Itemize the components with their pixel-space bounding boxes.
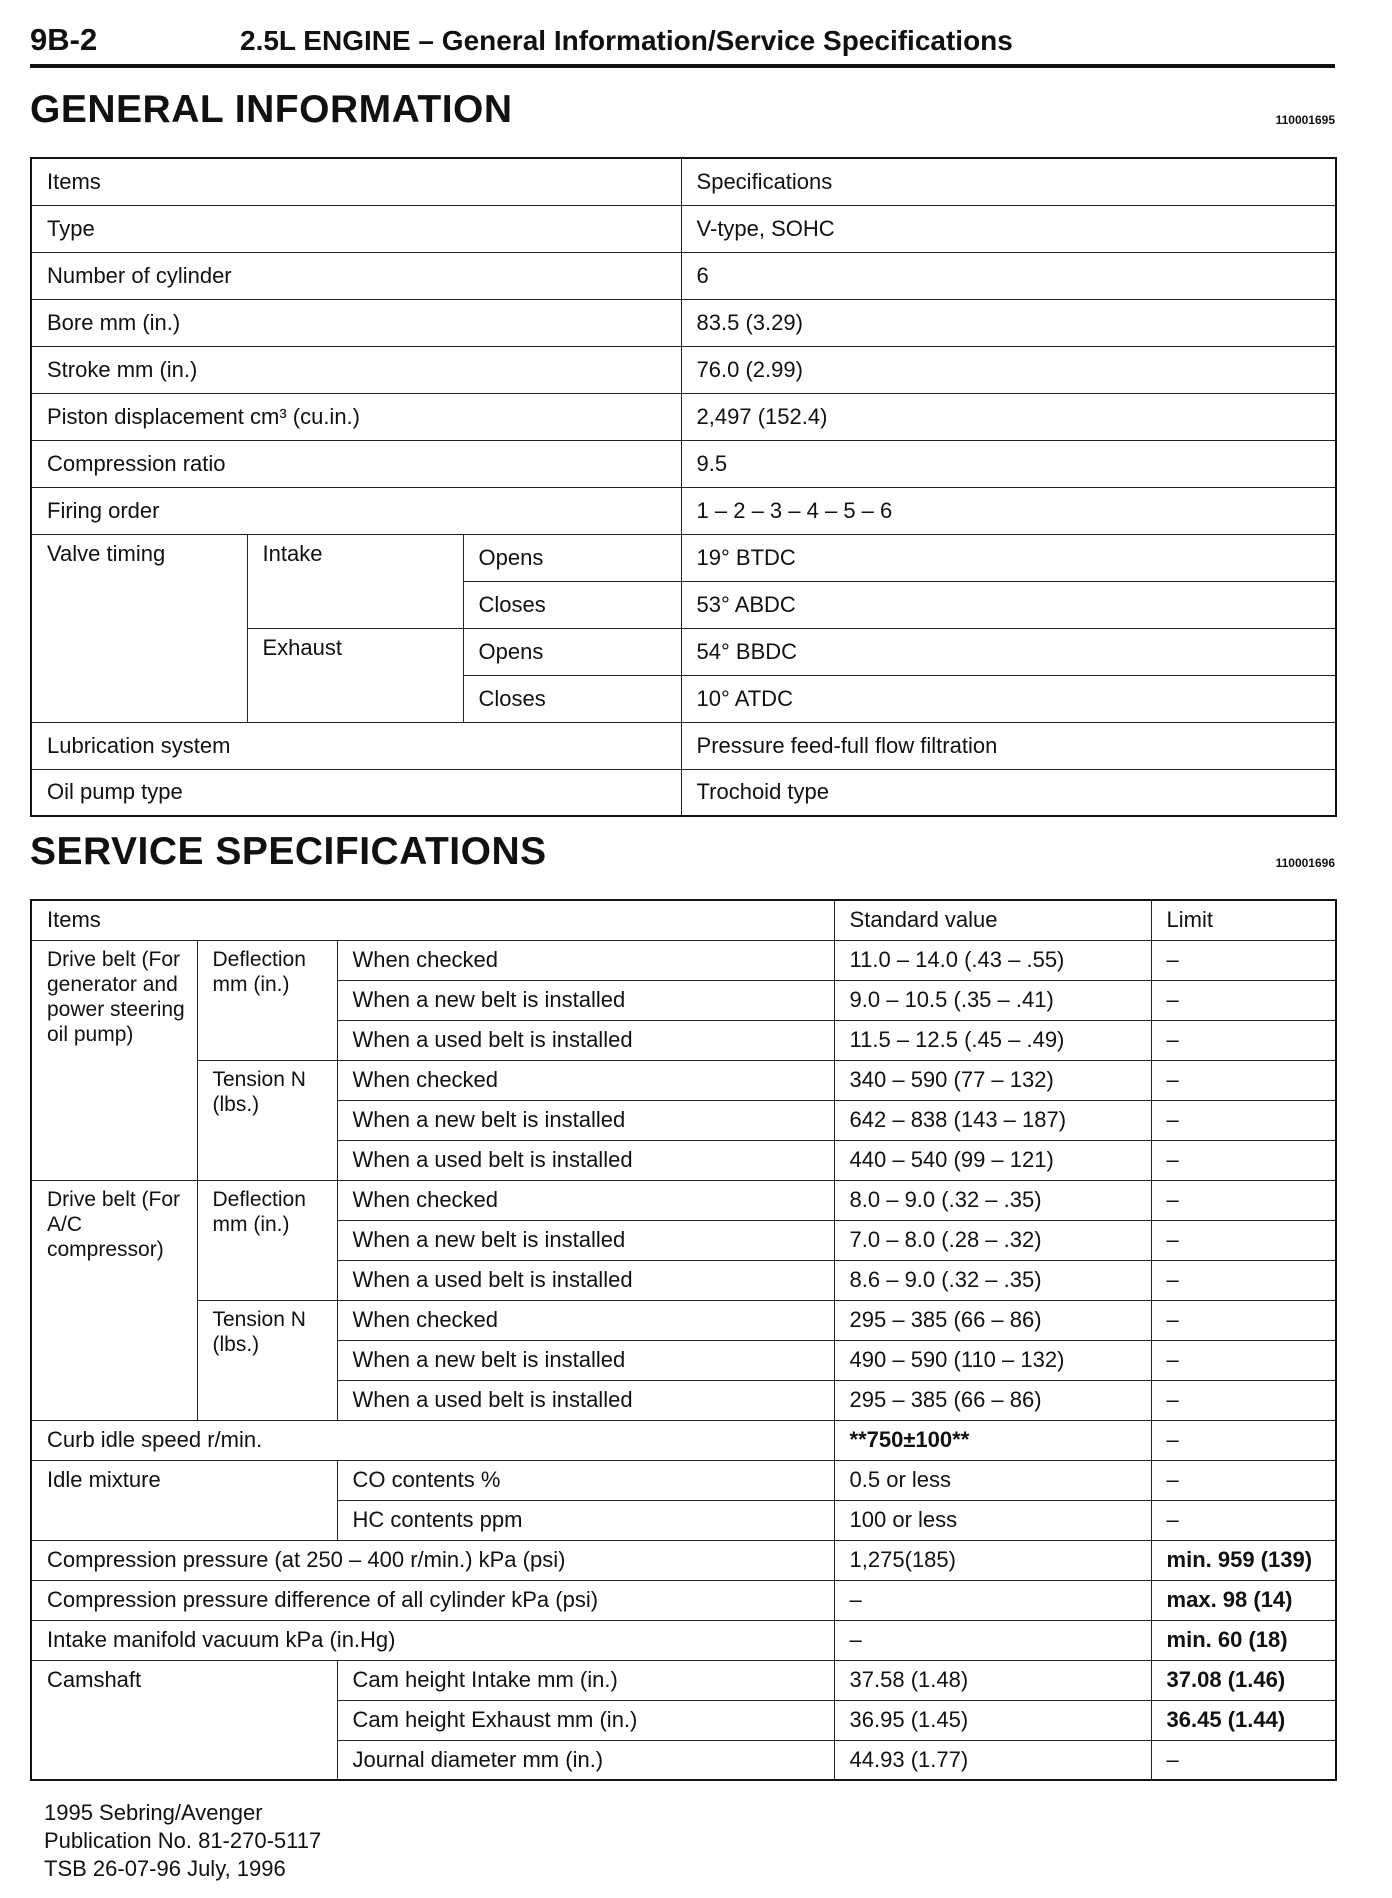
standard-value: 9.0 – 10.5 (.35 – .41) (834, 980, 1151, 1020)
row-label: Oil pump type (31, 769, 681, 816)
row-label: Firing order (31, 487, 681, 534)
standard-value: – (834, 1580, 1151, 1620)
limit-value: – (1151, 1100, 1336, 1140)
condition: Cam height Intake mm (in.) (337, 1660, 834, 1700)
service-specifications-title: SERVICE SPECIFICATIONS (30, 830, 547, 873)
condition: When a used belt is installed (337, 1020, 834, 1060)
column-header-items: Items (31, 158, 681, 205)
table-row (31, 1580, 1336, 1620)
row-value: 1 – 2 – 3 – 4 – 5 – 6 (681, 487, 1336, 534)
table-header-row (31, 158, 1336, 205)
exhaust-label: Exhaust (247, 628, 463, 722)
valve-timing-label: Valve timing (31, 534, 247, 722)
standard-value: 8.0 – 9.0 (.32 – .35) (834, 1180, 1151, 1220)
row-label: Compression pressure (at 250 – 400 r/min.) kPa (psi) (31, 1540, 834, 1580)
limit-value: max. 98 (14) (1151, 1580, 1336, 1620)
condition: When a new belt is installed (337, 1220, 834, 1260)
table-row (31, 534, 1336, 581)
table-row (31, 722, 1336, 769)
table-row (31, 346, 1336, 393)
standard-value: 295 – 385 (66 – 86) (834, 1300, 1151, 1340)
condition: When a used belt is installed (337, 1140, 834, 1180)
footer-tsb: TSB 26-07-96 July, 1996 (44, 1856, 286, 1881)
standard-value: 642 – 838 (143 – 187) (834, 1100, 1151, 1140)
row-value: Trochoid type (681, 769, 1336, 816)
standard-value: 100 or less (834, 1500, 1151, 1540)
closes-label: Closes (463, 581, 681, 628)
service-specifications-table (30, 899, 1337, 1781)
service-specifications-code: 110001696 (1275, 856, 1335, 870)
deflection-label: Deflection mm (in.) (197, 1180, 337, 1300)
limit-value: min. 60 (18) (1151, 1620, 1336, 1660)
row-value: 83.5 (3.29) (681, 299, 1336, 346)
limit-value: – (1151, 1460, 1336, 1500)
table-row (31, 1060, 1336, 1100)
limit-value: – (1151, 1020, 1336, 1060)
standard-value: 1,275(185) (834, 1540, 1151, 1580)
closes-label: Closes (463, 675, 681, 722)
row-label: Stroke mm (in.) (31, 346, 681, 393)
condition: When checked (337, 1180, 834, 1220)
condition: When checked (337, 1300, 834, 1340)
limit-value: 36.45 (1.44) (1151, 1700, 1336, 1740)
table-row (31, 1540, 1336, 1580)
condition: When a used belt is installed (337, 1260, 834, 1300)
limit-value: min. 959 (139) (1151, 1540, 1336, 1580)
row-label: Type (31, 205, 681, 252)
general-information-table (30, 157, 1337, 817)
intake-label: Intake (247, 534, 463, 628)
tension-label: Tension N (lbs.) (197, 1060, 337, 1180)
limit-value: – (1151, 1340, 1336, 1380)
idle-mixture-label: Idle mixture (31, 1460, 337, 1540)
row-label: Number of cylinder (31, 252, 681, 299)
table-header-row (31, 900, 1336, 940)
row-label: Curb idle speed r/min. (31, 1420, 834, 1460)
row-label: Intake manifold vacuum kPa (in.Hg) (31, 1620, 834, 1660)
footer-publication: Publication No. 81-270-5117 (44, 1828, 322, 1853)
table-row (31, 769, 1336, 816)
table-row (31, 487, 1336, 534)
table-row (31, 1420, 1336, 1460)
limit-value: – (1151, 1740, 1336, 1780)
condition: When a new belt is installed (337, 980, 834, 1020)
condition: Journal diameter mm (in.) (337, 1740, 834, 1780)
limit-value: – (1151, 1180, 1336, 1220)
row-label: Bore mm (in.) (31, 299, 681, 346)
table-row (31, 1620, 1336, 1660)
column-header-items: Items (31, 900, 834, 940)
limit-value: – (1151, 1420, 1336, 1460)
standard-value: 11.5 – 12.5 (.45 – .49) (834, 1020, 1151, 1060)
header-title: 2.5L ENGINE – General Information/Service Specifications (240, 25, 1013, 56)
column-header-specifications: Specifications (681, 158, 1336, 205)
row-value: 6 (681, 252, 1336, 299)
row-value: 2,497 (152.4) (681, 393, 1336, 440)
limit-value: – (1151, 1220, 1336, 1260)
row-label: Lubrication system (31, 722, 681, 769)
deflection-label: Deflection mm (in.) (197, 940, 337, 1060)
limit-value: – (1151, 940, 1336, 980)
standard-value: – (834, 1620, 1151, 1660)
table-row (31, 440, 1336, 487)
opens-label: Opens (463, 628, 681, 675)
standard-value: 0.5 or less (834, 1460, 1151, 1500)
table-row (31, 940, 1336, 980)
standard-value: 8.6 – 9.0 (.32 – .35) (834, 1260, 1151, 1300)
row-value: V-type, SOHC (681, 205, 1336, 252)
tension-label: Tension N (lbs.) (197, 1300, 337, 1420)
row-value: Pressure feed-full flow filtration (681, 722, 1336, 769)
condition: When a new belt is installed (337, 1340, 834, 1380)
condition: CO contents % (337, 1460, 834, 1500)
opens-label: Opens (463, 534, 681, 581)
limit-value: – (1151, 1300, 1336, 1340)
standard-value: 36.95 (1.45) (834, 1700, 1151, 1740)
row-value: 53° ABDC (681, 581, 1336, 628)
condition: HC contents ppm (337, 1500, 834, 1540)
limit-value: – (1151, 1060, 1336, 1100)
general-information-code: 110001695 (1275, 113, 1335, 127)
drive-belt-ac-label: Drive belt (For A/C compressor) (31, 1180, 197, 1420)
standard-value: 11.0 – 14.0 (.43 – .55) (834, 940, 1151, 980)
general-information-title: GENERAL INFORMATION (30, 88, 513, 131)
column-header-limit: Limit (1151, 900, 1336, 940)
table-row (31, 1460, 1336, 1500)
standard-value: 44.93 (1.77) (834, 1740, 1151, 1780)
standard-value: 295 – 385 (66 – 86) (834, 1380, 1151, 1420)
row-value: 54° BBDC (681, 628, 1336, 675)
row-value: 76.0 (2.99) (681, 346, 1336, 393)
standard-value: 440 – 540 (99 – 121) (834, 1140, 1151, 1180)
standard-value: 340 – 590 (77 – 132) (834, 1060, 1151, 1100)
limit-value: – (1151, 1140, 1336, 1180)
condition: When checked (337, 940, 834, 980)
row-label: Compression ratio (31, 440, 681, 487)
condition: Cam height Exhaust mm (in.) (337, 1700, 834, 1740)
table-row (31, 393, 1336, 440)
page-footer (44, 1799, 321, 1883)
limit-value: – (1151, 1260, 1336, 1300)
standard-value: 7.0 – 8.0 (.28 – .32) (834, 1220, 1151, 1260)
table-row (31, 1180, 1336, 1220)
limit-value: 37.08 (1.46) (1151, 1660, 1336, 1700)
drive-belt-generator-label: Drive belt (For generator and power steering oil pump) (31, 940, 197, 1180)
table-row (31, 1660, 1336, 1700)
table-row (31, 1300, 1336, 1340)
row-value: 9.5 (681, 440, 1336, 487)
condition: When a new belt is installed (337, 1100, 834, 1140)
row-value: 19° BTDC (681, 534, 1336, 581)
page-header (30, 22, 1335, 68)
condition: When checked (337, 1060, 834, 1100)
limit-value: – (1151, 1380, 1336, 1420)
standard-value: 490 – 590 (110 – 132) (834, 1340, 1151, 1380)
limit-value: – (1151, 980, 1336, 1020)
table-row (31, 205, 1336, 252)
limit-value: – (1151, 1500, 1336, 1540)
footer-model: 1995 Sebring/Avenger (44, 1800, 263, 1825)
table-row (31, 252, 1336, 299)
camshaft-label: Camshaft (31, 1660, 337, 1780)
condition: When a used belt is installed (337, 1380, 834, 1420)
row-label: Piston displacement cm³ (cu.in.) (31, 393, 681, 440)
row-label: Compression pressure difference of all cylinder kPa (psi) (31, 1580, 834, 1620)
column-header-standard: Standard value (834, 900, 1151, 940)
standard-value: **750±100** (834, 1420, 1151, 1460)
standard-value: 37.58 (1.48) (834, 1660, 1151, 1700)
row-value: 10° ATDC (681, 675, 1336, 722)
page-number: 9B-2 (30, 22, 98, 57)
table-row (31, 299, 1336, 346)
